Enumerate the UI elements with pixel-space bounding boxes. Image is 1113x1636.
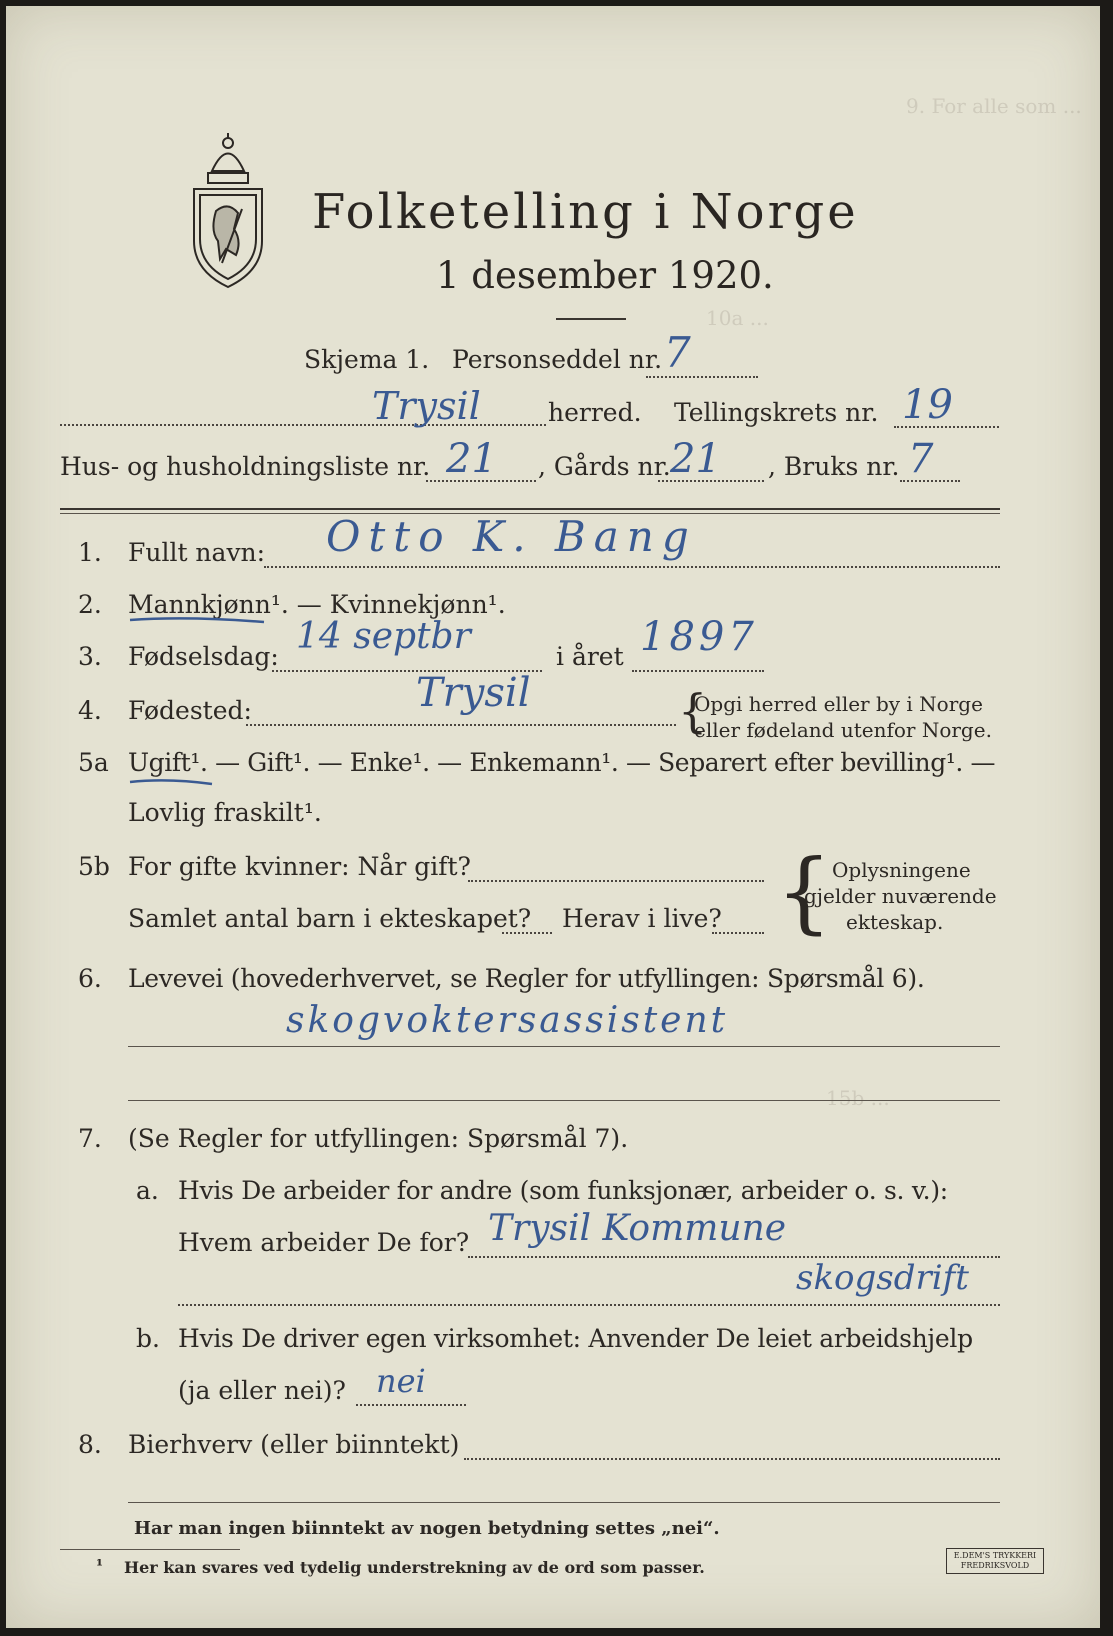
q8-number: 8. [78,1430,102,1459]
children-alive-line [712,932,764,934]
gender-options: Mannkjønn¹. — Kvinnekjønn¹. [128,590,506,619]
marital-status-options: Ugift¹. — Gift¹. — Enke¹. — Enkemann¹. — Separert efter bevilling¹. — [128,748,996,777]
bleed-through-text: 9. For alle som ... [906,94,1082,118]
footnote-divider [60,1549,240,1550]
q7b-question: Hvis De driver egen virksomhet: Anvender De leiet arbeidshjelp [178,1324,973,1353]
birthday-value[interactable]: 14 septbr [296,616,471,657]
full-name-value[interactable]: Otto K. Bang [326,512,697,561]
employer-value-cont[interactable]: skogsdrift [796,1258,969,1298]
side-income-line-2 [128,1502,1000,1503]
birth-year-value[interactable]: 1897 [640,614,758,660]
q6-number: 6. [78,964,102,993]
personseddel-value[interactable]: 7 [664,328,691,377]
children-total-line [502,932,552,934]
birthplace-note-line2: eller fødeland utenfor Norge. [694,718,992,742]
employer-label: Hvem arbeider De for? [178,1228,470,1257]
q1-line [264,566,1000,568]
personseddel-label: Personseddel nr. [452,345,663,374]
marriage-note-line1: Oplysningene [832,858,971,882]
q3-label: Fødselsdag: [128,642,279,671]
hired-help-line [356,1404,466,1406]
herred-label: herred. [548,398,642,427]
q1-number: 1. [78,538,102,567]
footnote-mark: ¹ [96,1556,104,1575]
bruks-value[interactable]: 7 [908,436,934,482]
header-divider-top [60,508,1000,510]
birthplace-value[interactable]: Trysil [416,670,531,716]
gards-label: , Gårds nr. [538,452,671,481]
birthplace-note-line1: Opgi herred eller by i Norge [694,692,983,716]
occupation-label: Levevei (hovederhvervet, se Regler for utfyllingen: Spørsmål 6). [128,964,925,993]
bruks-label: , Bruks nr. [768,452,900,481]
side-income-line-1 [464,1458,1000,1460]
personseddel-line [646,376,758,378]
birthplace-line [246,724,676,726]
children-alive-label: Herav i live? [562,904,722,933]
occupation-line-1 [128,1046,1000,1047]
employer-value[interactable]: Trysil Kommune [488,1208,787,1249]
children-total-label: Samlet antal barn i ekteskapet? [128,904,532,933]
q7b-letter: b. [136,1324,160,1353]
hus-label: Hus- og husholdningsliste nr. [60,452,431,481]
skjema-label: Skjema 1. [304,345,430,374]
q4-number: 4. [78,696,102,725]
footnote-text: Her kan svares ved tydelig understrekning av de ord som passer. [124,1558,705,1577]
census-form [6,6,1100,1628]
year-line [632,670,764,672]
q5b-number: 5b [78,852,110,881]
occupation-value[interactable]: skogvoktersassistent [286,1000,729,1041]
hus-value[interactable]: 21 [446,436,497,482]
q7a-letter: a. [136,1176,159,1205]
q7-number: 7. [78,1124,102,1153]
printer-stamp: E.DEM'S TRYKKERI FREDRIKSVOLD [946,1548,1044,1574]
q7a-question: Hvis De arbeider for andre (som funksjonær, arbeider o. s. v.): [178,1176,948,1205]
q3-number: 3. [78,642,102,671]
q5a-number: 5a [78,748,109,777]
marriage-note-line2: gjelder nuværende [804,884,997,908]
tellingskrets-value[interactable]: 19 [902,382,953,428]
occupation-line-2 [128,1100,1000,1101]
bleed-through-text: 10a ... [706,306,769,330]
coat-of-arms-icon [182,131,274,291]
form-title: Folketelling i Norge [312,184,859,240]
gender-underline-mark [128,614,268,626]
q2-number: 2. [78,590,102,619]
tellingskrets-label: Tellingskrets nr. [674,398,879,427]
herred-value[interactable]: Trysil [372,384,481,428]
marriage-note-brace: { [776,840,832,943]
marital-underline-mark [128,774,218,788]
side-income-label: Bierhverv (eller biinntekt) [128,1430,460,1459]
year-label: i året [556,642,624,671]
married-when-label: For gifte kvinner: Når gift? [128,852,471,881]
hired-help-label: (ja eller nei)? [178,1376,346,1405]
no-income-note: Har man ingen biinntekt av nogen betydning settes „nei“. [134,1518,720,1539]
title-divider [556,318,626,320]
marriage-note-line3: ekteskap. [846,910,944,934]
birthplace-brace: { [678,684,708,738]
hired-help-value[interactable]: nei [376,1362,426,1400]
q4-label: Fødested: [128,696,252,725]
bleed-through-text: 15b ... [826,1086,890,1110]
q7-label: (Se Regler for utfyllingen: Spørsmål 7). [128,1124,629,1153]
employer-line-2 [178,1304,1000,1306]
q1-label: Fullt navn: [128,538,266,567]
marital-status-options-cont: Lovlig fraskilt¹. [128,798,322,827]
census-date: 1 desember 1920. [436,254,774,297]
married-when-line [468,880,764,882]
gards-value[interactable]: 21 [670,436,721,482]
